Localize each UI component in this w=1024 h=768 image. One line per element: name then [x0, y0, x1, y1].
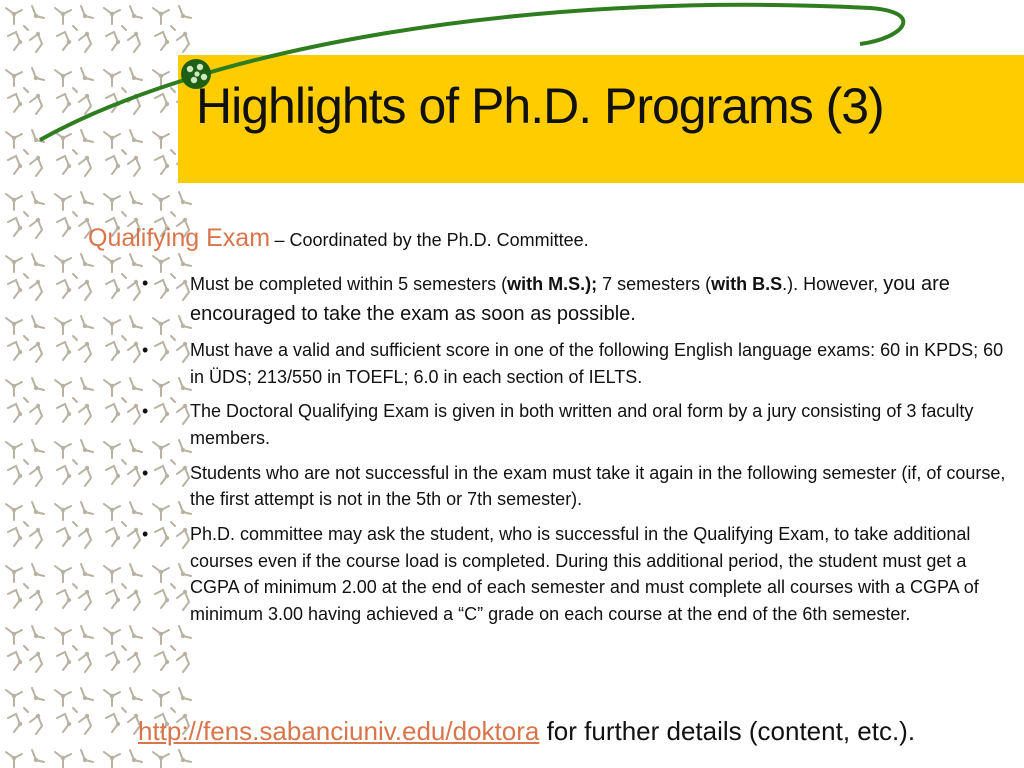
- bullet-marker: •: [142, 273, 149, 293]
- slide-title: Highlights of Ph.D. Programs (3): [196, 78, 884, 134]
- bullet-bold-text: with M.S.);: [507, 274, 598, 294]
- bullet-text: Must have a valid and sufficient score in one of the following English language exams: 60 in KPDS; 60 in ÜDS; 213/550 in TOEFL; 6.0 in each section of IELTS.: [190, 340, 1004, 387]
- qualifying-exam-subtitle: – Coordinated by the Ph.D. Committee.: [274, 230, 589, 250]
- bullet-text: 7 semesters (: [597, 274, 712, 294]
- bullet-text: Must be completed within 5 semesters (: [190, 274, 508, 294]
- bullet-item: [138, 337, 1010, 390]
- bullet-marker: •: [142, 401, 149, 422]
- bullet-item: [138, 521, 1010, 628]
- footer-text: for further details (content, etc.).: [539, 716, 916, 746]
- doktora-link[interactable]: http://fens.sabanciuniv.edu/doktora: [138, 716, 540, 746]
- bullet-marker: •: [142, 462, 149, 483]
- bullet-text: .). However,: [782, 274, 884, 294]
- bullet-bold-text: with B.S: [711, 274, 783, 294]
- bullet-list: [138, 270, 1010, 635]
- bullet-item: [138, 270, 1010, 329]
- bullet-item: [138, 398, 1010, 451]
- bullet-marker: •: [142, 523, 149, 544]
- bullet-text: Ph.D. committee may ask the student, who is successful in the Qualifying Exam, to take additional courses even if the course load is completed. During this additional period, the student must get a CGPA of minimum 2.00 at the end of each semester and must complete all courses with a CGPA of minimum 3.00 having achieved a “C” grade on each course at the end of the 6th semester.: [190, 523, 979, 624]
- bullet-text: The Doctoral Qualifying Exam is given in both written and oral form by a jury consisting of 3 faculty members.: [190, 401, 974, 449]
- footer-line: [138, 716, 915, 747]
- qualifying-exam-heading: Qualifying Exam: [88, 224, 271, 252]
- bullet-text: Students who are not successful in the exam must take it again in the following semester (if, of course, the first attempt is not in the 5th or 7th semester).: [190, 462, 1006, 510]
- bullet-emphasis-text: you are encouraged to take the exam as soon as possible.: [190, 273, 950, 325]
- bullet-item: [138, 460, 1010, 513]
- section-heading-line: [88, 224, 589, 253]
- bullet-marker: •: [142, 340, 149, 361]
